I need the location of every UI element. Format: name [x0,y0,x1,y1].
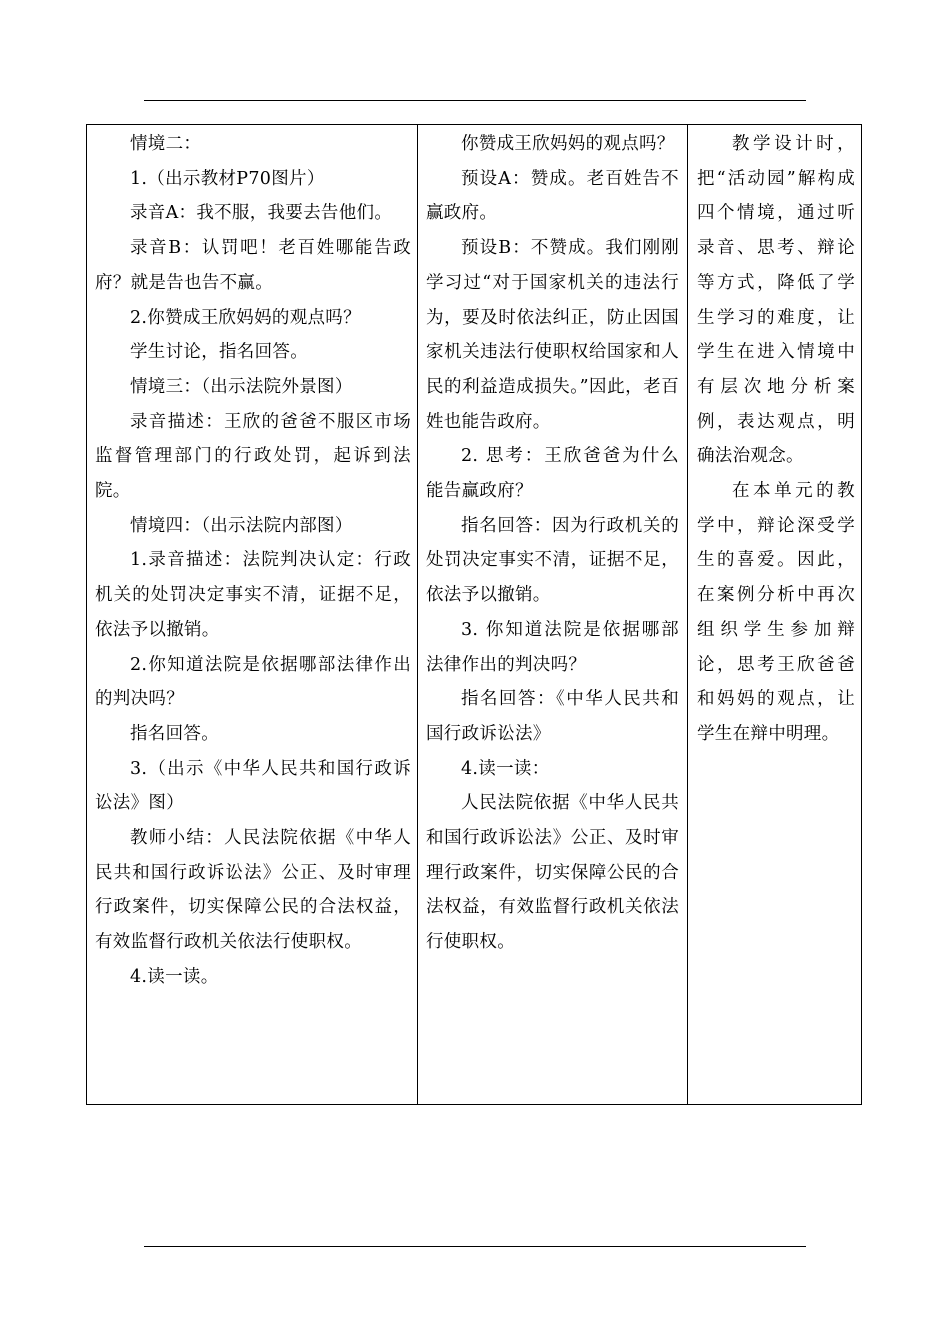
paragraph: 情境二： [130,134,202,154]
header-rule [144,100,806,101]
paragraph: 预设B：不赞成。我们刚刚学习过“对于国家机关的违法行为，要及时依法纠正，防止因国家机关违法行使职权给国家和人民的利益造成损失。”因此，老百姓也能告政府。 [426,238,679,432]
paragraph: 指名回答：因为行政机关的处罚决定事实不清，证据不足，依法予以撤销。 [426,515,679,606]
paragraph: 3. 你知道法院是依据哪部法律作出的判决吗？ [426,619,679,675]
paragraph: 情境三：（出示法院外景图） [130,376,353,397]
paragraph: 4.读一读： [461,758,550,779]
paragraph: 录音描述：王欣的爸爸不服区市场监督管理部门的行政处罚，起诉到法院。 [95,411,411,502]
paragraph: 3.（出示《中华人民共和国行政诉讼法》图） [95,758,411,814]
paragraph: 指名回答。 [130,723,219,744]
lesson-table [86,124,862,1105]
footer-rule [144,1246,806,1247]
paragraph: 录音B：认罚吧！老百姓哪能告政府？就是告也告不赢。 [95,238,411,293]
paragraph: 预设A：赞成。老百姓告不赢政府。 [426,168,679,224]
paragraph: 4.读一读。 [130,966,219,987]
paragraph: 教学设计时，把“活动园”解构成四个情境，通过听录音、思考、辩论等方式，降低了学生学习的难度，让学生在进入情境中有层次地分析案例，表达观点，明确法治观念。 [697,134,855,467]
paragraph: 1.（出示教材P70图片） [130,168,325,189]
paragraph: 人民法院依据《中华人民共和国行政诉讼法》公正、及时审理行政案件，切实保障公民的合法权益，有效监督行政机关依法行使职权。 [426,793,679,953]
paragraph: 在本单元的教学中，辩论深受学生的喜爱。因此，在案例分析中再次组织学生参加辩论，思考王欣爸爸和妈妈的观点，让学生在辩中明理。 [697,481,855,744]
student-activity-column [418,125,687,960]
paragraph: 录音A：我不服，我要去告他们。 [130,203,393,224]
paragraph: 学生讨论，指名回答。 [130,342,308,363]
paragraph: 情境四：（出示法院内部图） [130,515,353,536]
teaching-process-column [87,125,417,995]
paragraph: 指名回答：《中华人民共和国行政诉讼法》 [426,689,679,744]
paragraph: 教师小结：人民法院依据《中华人民共和国行政诉讼法》公正、及时审理行政案件，切实保障公民的合法权益，有效监督行政机关依法行使职权。 [95,828,411,953]
design-intent-column [688,125,862,752]
paragraph: 2.你知道法院是依据哪部法律作出的判决吗？ [95,654,411,710]
paragraph: 2.你赞成王欣妈妈的观点吗？ [130,307,361,328]
paragraph: 2. 思考：王欣爸爸为什么能告赢政府？ [426,446,679,502]
paragraph: 1.录音描述：法院判决认定：行政机关的处罚决定事实不清，证据不足，依法予以撤销。 [95,550,411,640]
paragraph: 你赞成王欣妈妈的观点吗？ [461,134,675,154]
